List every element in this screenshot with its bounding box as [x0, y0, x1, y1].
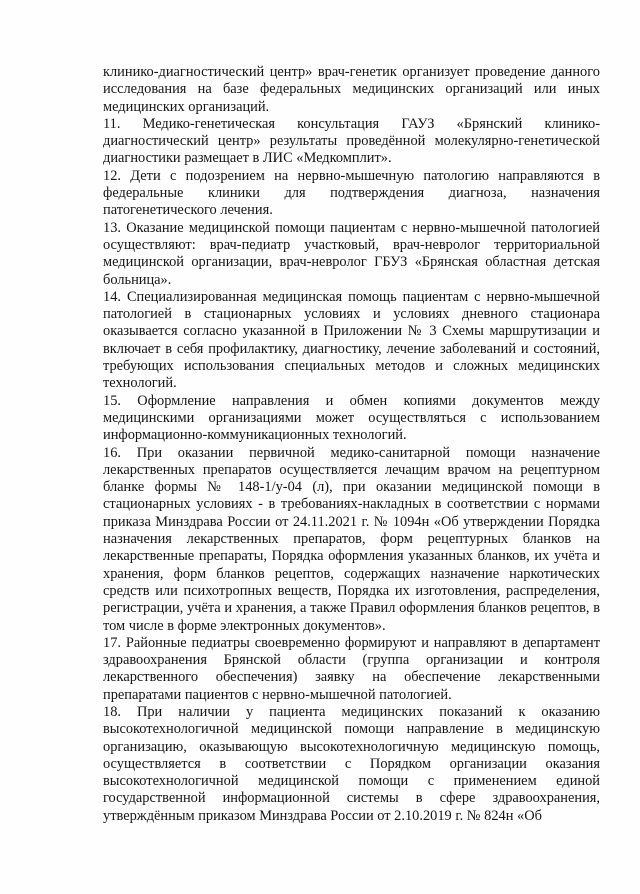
paragraph-14: 14. Специализированная медицинская помощь пациентам с нервно-мышечной патологией в стационарных условиях и условиях дневного стационара оказывается согласно указанной в Приложении № 3 Схемы маршрутизации и включает в себя профилактику, диагностику, лечение заболеваний и состояний, требующих использования специальных методов и сложных медицинских технологий. [103, 288, 600, 392]
paragraph-11: 11. Медико-генетическая консультация ГАУЗ «Брянский клинико-диагностический центр» результаты проведённой молекулярно-генетической диагностики размещает в ЛИС «Медкомплит». [103, 115, 600, 167]
paragraph-15: 15. Оформление направления и обмен копиями документов между медицинскими организациями может осуществляться с использованием информационно-коммуникационных технологий. [103, 392, 600, 444]
paragraph-13: 13. Оказание медицинской помощи пациентам с нервно-мышечной патологией осуществляют: врач-педиатр участковый, врач-невролог территориальной медицинской организации, врач-невролог ГБУЗ «Брянская областная детская больница». [103, 219, 600, 288]
paragraph-17: 17. Районные педиатры своевременно формируют и направляют в департамент здравоохранения Брянской области (группа организации и контроля лекарственного обеспечения) заявку на обеспечение лекарственными препаратами пациентов с нервно-мышечной патологией. [103, 634, 600, 703]
document-body [103, 64, 600, 825]
paragraph-18: 18. При наличии у пациента медицинских показаний к оказанию высокотехнологичной медицинской помощи направление в медицинскую организацию, оказывающую высокотехнологичную медицинскую помощь, осуществляется в соответствии с Порядком организации оказания высокотехнологичной медицинской помощи с применением единой государственной информационной системы в сфере здравоохранения, утверждённым приказом Минздрава России от 2.10.2019 г. № 824н «Об [103, 703, 600, 824]
paragraph-16: 16. При оказании первичной медико-санитарной помощи назначение лекарственных препаратов осуществляется лечащим врачом на рецептурном бланке формы № 148-1/у-04 (л), при оказании медицинской помощи в стационарных условиях - в требованиях-накладных в соответствии с нормами приказа Минздрава России от 24.11.2021 г. № 1094н «Об утверждении Порядка назначения лекарственных препаратов, форм рецептурных бланков на лекарственные препараты, Порядка оформления указанных бланков, их учёта и хранения, форм бланков рецептов, содержащих назначение наркотических средств или психотропных веществ, Порядка их изготовления, распределения, регистрации, учёта и хранения, а также Правил оформления бланков рецептов, в том числе в форме электронных документов». [103, 444, 600, 634]
paragraph-continuation: клинико-диагностический центр» врач-генетик организует проведение данного исследования на базе федеральных медицинских организаций или иных медицинских организаций. [103, 64, 600, 115]
paragraph-12: 12. Дети с подозрением на нервно-мышечную патологию направляются в федеральные клиники для подтверждения диагноза, назначения патогенетического лечения. [103, 167, 600, 219]
